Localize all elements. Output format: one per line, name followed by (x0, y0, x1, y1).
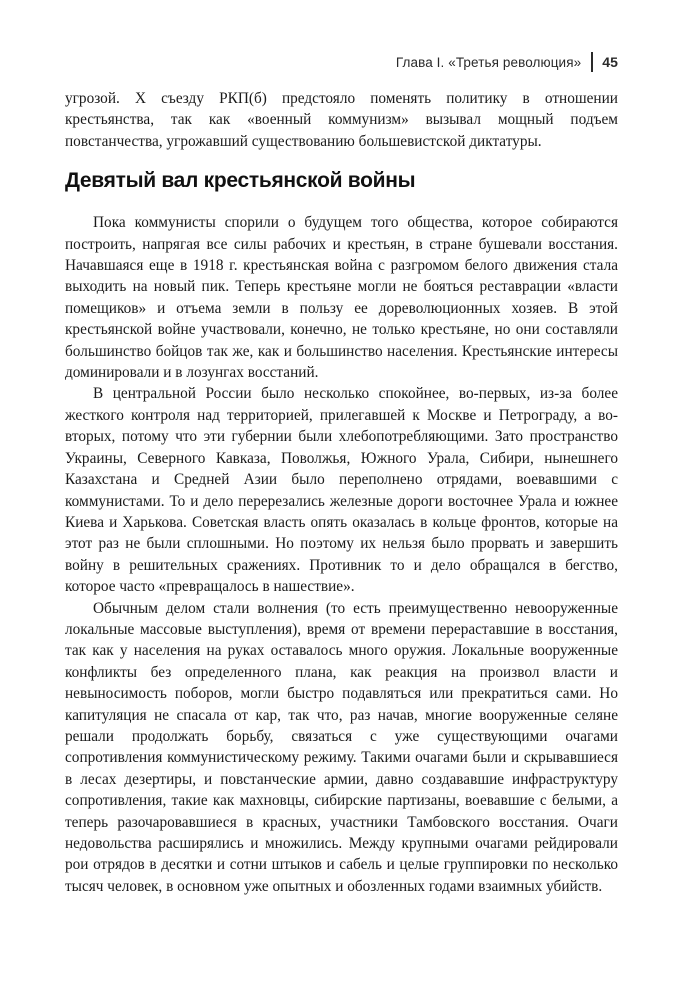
page-number: 45 (602, 54, 618, 70)
page-body (65, 88, 618, 897)
paragraph-2: В центральной России было несколько спокойнее, во-первых, из-за более жесткого контроля над территорией, прилегавшей к Москве и Петрограду, а во-вторых, потому что эти губернии были хлебопотребляющими. Зато пространство Украины, Северного Кавказа, Поволжья, Южного Урала, Сибири, нынешнего Казахстана и Средней Азии было переполнено отрядами, воевавшими с коммунистами. То и дело перерезались железные дороги восточнее Урала и южнее Киева и Харькова. Советская власть опять оказалась в кольце фронтов, которые на этот раз не были сплошными. Но поэтому их нельзя было прорвать и завершить войну в решительных сражениях. Противник то и дело обращался в бегство, которое часто «превращалось в нашествие». (65, 385, 618, 596)
paragraph-3: Обычным делом стали волнения (то есть преимущественно невооруженные локальные массовые выступления), время от времени перераставшие в восстания, так как у населения на руках оставалось много оружия. Локальные вооруженные конфликты без определенного плана, как реакция на произвол власти и невыносимость поборов, могли быстро подавляться или прекратиться сами. Но капитуляция не спасала от кар, так что, раз начав, многие вооруженные селяне решали продолжать борьбу, связаться с уже существующими очагами сопротивления коммунистическому режиму. Такими очагами были и скрывавшиеся в лесах дезертиры, и повстанческие армии, давно создававшие инфраструктуру сопротивления, такие как махновцы, сибирские партизаны, воевавшие с белыми, а теперь разочаровавшиеся в красных, участники Тамбовского восстания. Очаги недовольства расширялись и множились. Между крупными очагами рейдировали рои отрядов в десятки и сотни штыков и сабель и целые группировки по несколько тысяч человек, в основном уже опытных и обозленных годами взаимных убийств. (65, 599, 618, 895)
continuation-paragraph: угрозой. X съезду РКП(б) предстояло поменять политику в отношении крестьянства, так как «военный коммунизм» вызывал мощный подъем повстанчества, угрожавший существованию большевистской диктатуры. (65, 90, 618, 150)
header-divider (591, 52, 593, 72)
chapter-title: Глава I. «Третья революция» (395, 54, 582, 70)
paragraph-1: Пока коммунисты спорили о будущем того общества, которое собираются построить, напрягая все силы рабочих и крестьян, в стране бушевали восстания. Начавшаяся еще в 1918 г. крестьянская война с разгромом белого движения стала выходить на новый пик. Теперь крестьяне могли не бояться реставрации «власти помещиков» и отъема земли в пользу ее дореволюционных хозяев. В этой крестьянской войне участвовали, конечно, не только крестьяне, но они составляли большинство бойцов так же, как и большинство населения. Крестьянские интересы доминировали и в лозунгах восстаний. (65, 214, 618, 382)
section-heading: Девятый вал крестьянской войны (65, 169, 416, 193)
running-header (0, 50, 618, 74)
